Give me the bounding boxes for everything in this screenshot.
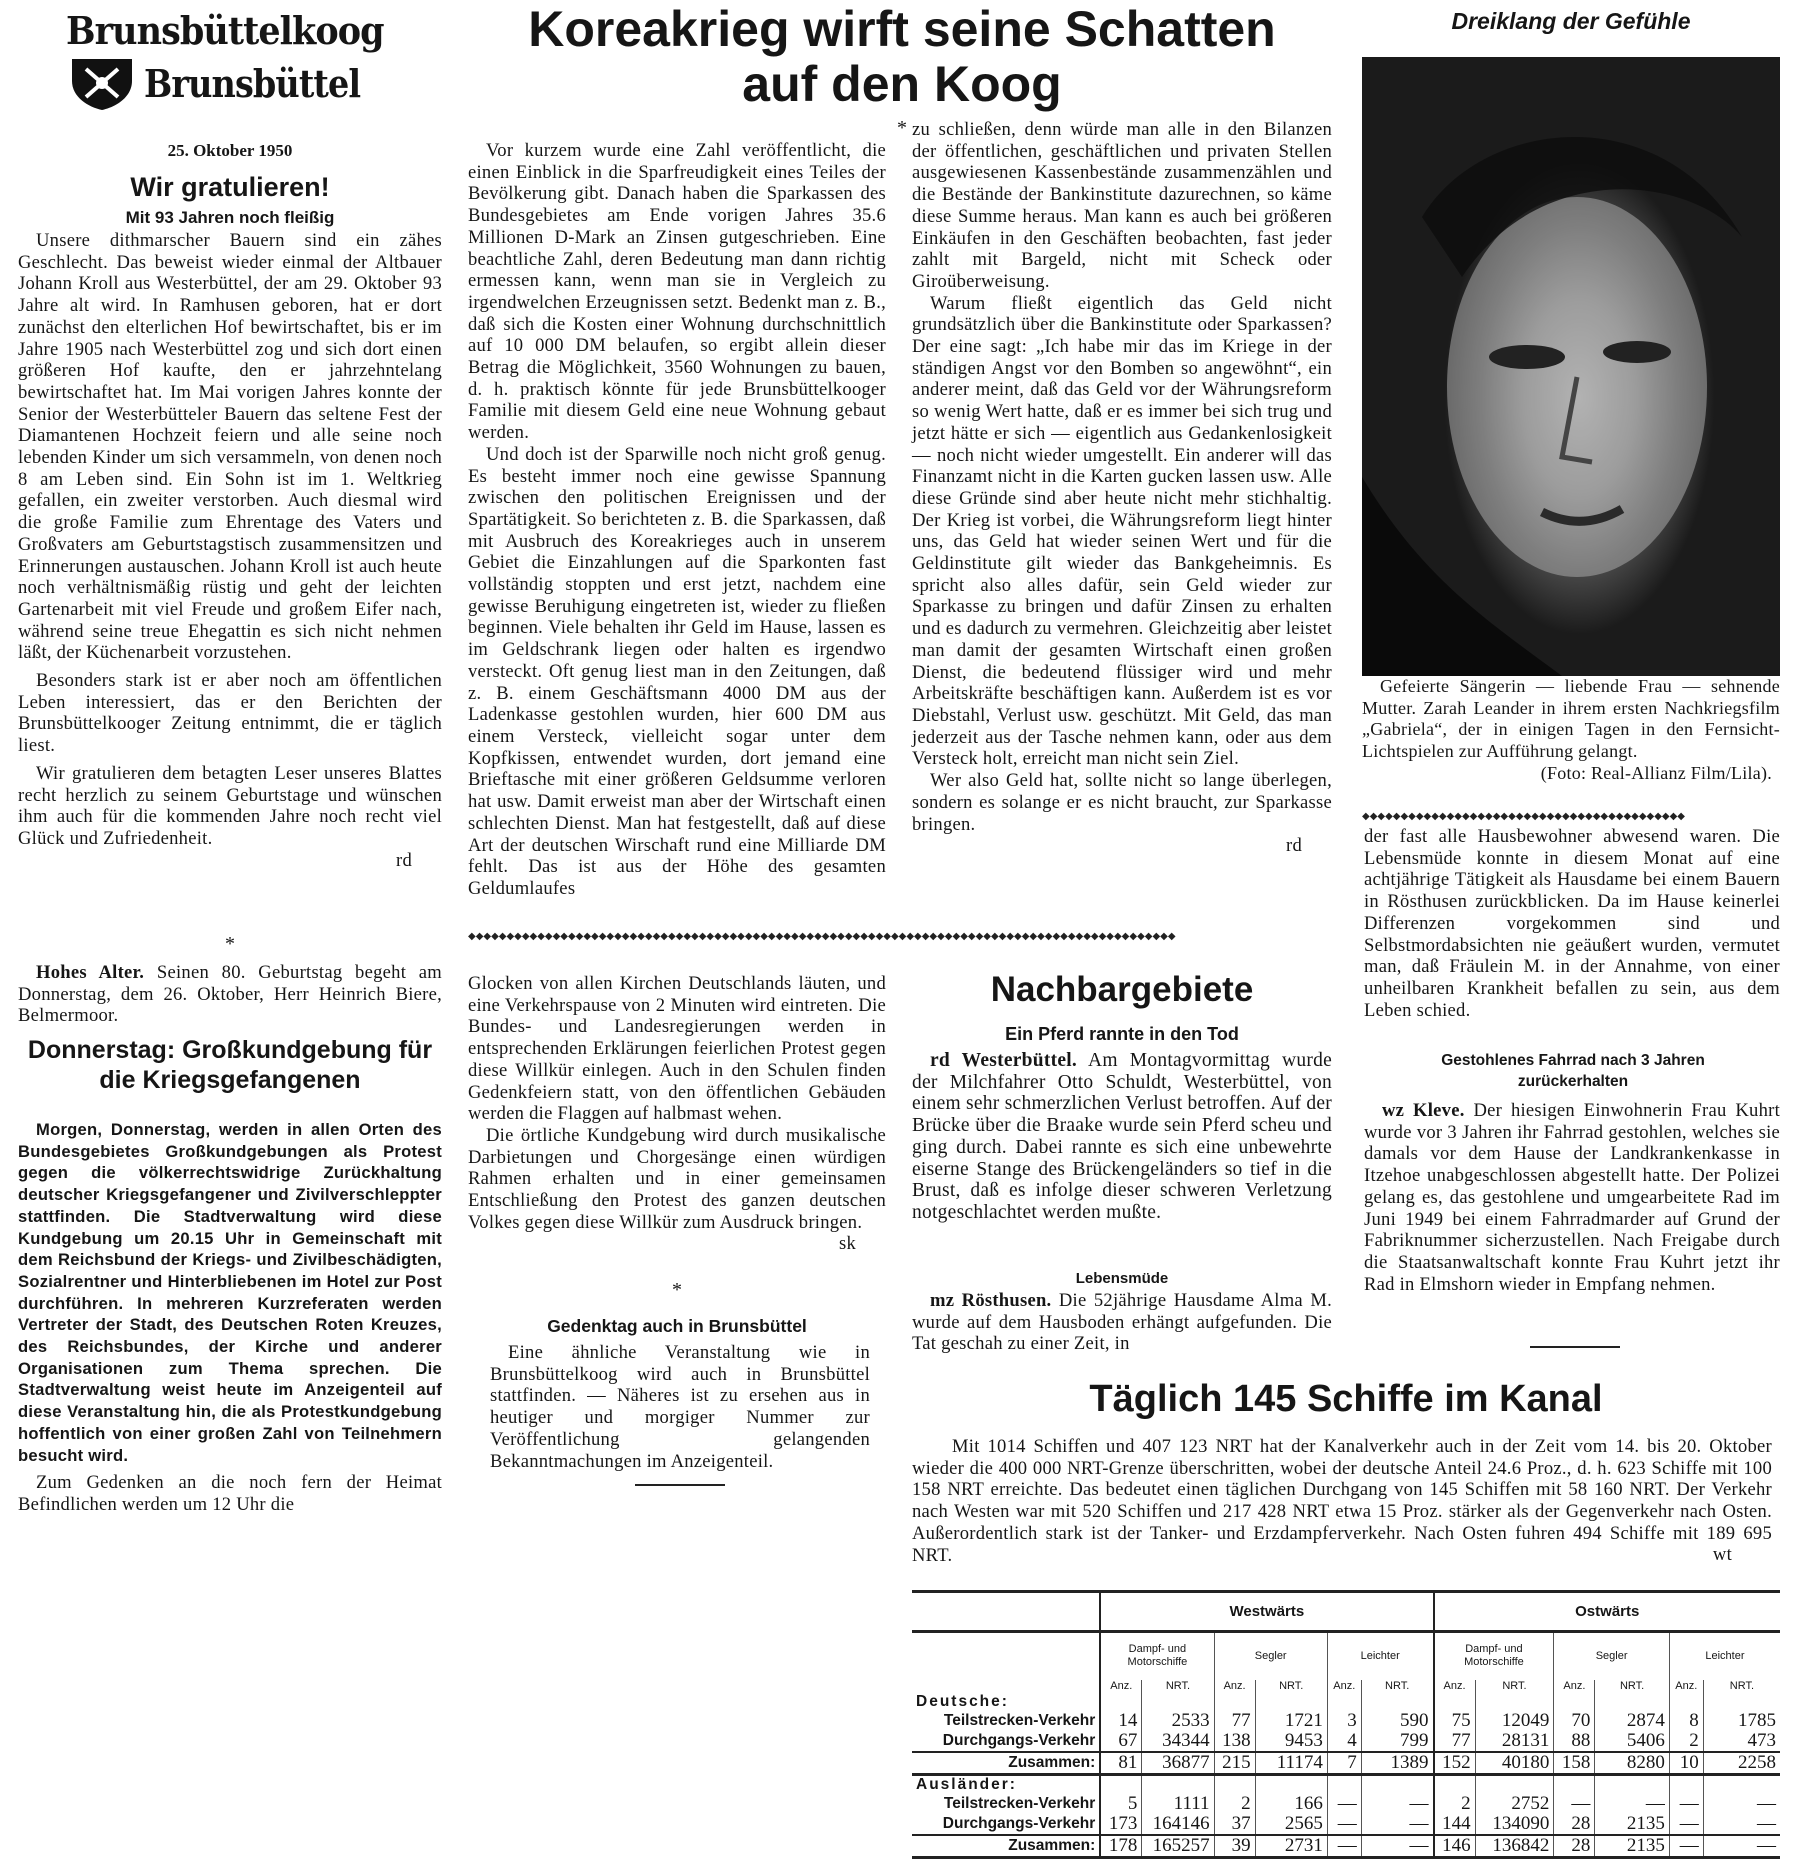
count-cell: 81 [1100, 1752, 1142, 1775]
count-cell: 2 [1669, 1731, 1703, 1752]
empty-cell [1669, 1774, 1703, 1794]
count-cell: 215 [1214, 1752, 1255, 1775]
subcolumn-header: NRT. [1142, 1680, 1214, 1693]
count-cell: 152 [1434, 1752, 1476, 1775]
count-cell: — [1669, 1835, 1703, 1858]
article-text: Der hiesigen Einwohnerin Frau Kuhrt wurde vor 3 Jahren ihr Fahrrad gestohlen, welches sie damals vor dem Hause der Landkrankenkasse in Itzehoe unabgeschlossen abgestellt hatte. Der Polizei gelang es, das gestohlene und umgearbeitete Rad im Juni 1949 bei einem Fahrradmarder auf Grund der Fabriknummer sicherzustellen. Nach Freigabe durch die Staatsanwaltschaft konnte Frau Kuhrt jetzt ihr Rad in Elmshorn wieder in Empfang nehmen. [1364, 1100, 1780, 1295]
nrt-cell: 2731 [1255, 1835, 1327, 1858]
count-cell: 3 [1327, 1711, 1361, 1731]
count-cell: 5 [1100, 1794, 1142, 1814]
paragraph: Besonders stark ist er aber noch am öffentlichen Leben interessiert, das er den Berichten der Brunsbüttelkooger Zeitung entnimmt, die er täglich liest. [18, 670, 442, 757]
dateline: rd Westerbüttel. [930, 1050, 1078, 1071]
nrt-cell: 473 [1703, 1731, 1780, 1752]
nrt-cell: 2135 [1595, 1835, 1669, 1858]
photo-credit: (Foto: Real-Allianz Film/Lila). [1540, 762, 1772, 783]
fahrrad-title: Gestohlenes Fahrrad nach 3 Jahren zurückerhalten [1441, 1052, 1705, 1090]
photo-caption [1362, 676, 1780, 785]
row-label: Teilstrecken-Verkehr [943, 1794, 1096, 1812]
count-cell: 138 [1214, 1731, 1255, 1752]
row-label: Zusammen: [912, 1752, 1100, 1775]
nrt-cell: 1111 [1142, 1794, 1214, 1814]
empty-cell [1214, 1774, 1255, 1794]
nrt-cell: 28131 [1475, 1731, 1554, 1752]
masthead-logo [66, 8, 396, 114]
paragraph: Wir gratulieren dem betagten Leser unseres Blattes recht herzlich zu seinem Geburtstage und wünschen ihm auch für die kommenden Jahre noch recht viel Glück und Zufriedenheit. [18, 762, 442, 849]
nrt-cell: — [1703, 1814, 1780, 1835]
nrt-cell: 2752 [1475, 1794, 1554, 1814]
empty-cell [1100, 1693, 1142, 1711]
total-row [912, 1835, 1780, 1858]
author-signature: wt [1712, 1544, 1732, 1566]
paragraph: Und doch ist der Sparwille noch nicht groß genug. Es besteht immer noch eine gewisse Spannung zwischen den politischen Ereignissen und der Spartätigkeit. So berichteten z. B. die Sparkassen, daß mit Ausbruch des Koreakrieges auch in unserem Gebiet die Einzahlungen auf die Sparkonten fast vollständig stoppten und erst jetzt, nachdem eine gewisse Beruhigung eingetreten ist, wieder zu fließen beginnen. Viele behalten ihr Geld im Hause, lassen es im Geldschrank liegen oder halten es irgendwo versteckt. Oft genug liest man in den Zeitungen, daß z. B. einem Geschäftsmann 4000 DM aus der Ladenkasse gestohlen wurden, hier 600 DM aus einem Versteck, vielleicht sogar unter dem Kopfkissen, entwendet wurden, dort jemand eine Brieftasche mit einer größeren Geldsumme verloren hat usw. Damit erweist man aber der Wirtschaft einen schlechten Dienst. Man hat festgestellt, daß auf diese Art der deutschen Wirschaft rund eine Milliarde DM fehlt. Das ist aus der Höhe des gesamten Geldumlaufes [468, 443, 886, 899]
paragraph: zu schließen, denn würde man alle in den Bilanzen der öffentlichen, geschäftlichen und privaten Stellen ausgewiesenen Kassenbestände zusammenzählen und die Bestände der Bankinstitute dazurechnen, so käme diese Summe heraus. Man kann es auch bei größeren Einkäufen in den Geschäften beobachten, fast jeder zahlt mit Bargeld, nicht mit Scheck oder Giroüberweisung. [912, 119, 1332, 292]
kanal-article [912, 1436, 1772, 1566]
nrt-cell: — [1361, 1814, 1433, 1835]
lebensmuede-title: Lebensmüde [1075, 1270, 1169, 1287]
count-cell: 70 [1554, 1711, 1595, 1731]
count-cell: 39 [1214, 1835, 1255, 1858]
subcolumn-header: Anz. [1327, 1680, 1361, 1693]
total-row [912, 1752, 1780, 1775]
count-cell: 178 [1100, 1835, 1142, 1858]
nrt-cell: 5406 [1595, 1731, 1669, 1752]
nrt-cell: 2565 [1255, 1814, 1327, 1835]
vessel-type-header: Leichter [1669, 1632, 1780, 1680]
diamond-separator: ◆◆◆◆◆◆◆◆◆◆◆◆◆◆◆◆◆◆◆◆◆◆◆◆◆◆◆◆◆◆◆◆◆◆◆◆◆◆◆◆◆◆◆◆◆◆◆◆◆◆◆◆◆◆◆◆◆◆◆◆◆◆◆◆◆◆◆◆◆◆◆◆◆◆◆◆◆◆◆◆◆◆◆◆◆◆◆◆◆◆◆◆ [468, 932, 1176, 942]
caption-text: Gefeierte Sängerin — liebende Frau — sehnende Mutter. Zarah Leander in ihrem ersten Nachkriegsfilm „Gabriela“, der in einigen Tagen in den Fernsicht-Lichtspielen zur Aufführung gelangt. [1362, 676, 1780, 762]
ship-traffic-table [912, 1590, 1780, 1859]
vessel-type-header: Dampf- und Motorschiffe [1434, 1632, 1554, 1680]
gratulation-subtitle: Mit 93 Jahren noch fleißig [125, 208, 335, 227]
korea-article-col2 [912, 119, 1332, 857]
nrt-cell: 2533 [1142, 1711, 1214, 1731]
subcolumn-header: NRT. [1255, 1680, 1327, 1693]
row-label: Durchgangs-Verkehr [942, 1814, 1096, 1832]
notice-lead: Hohes Alter. [36, 962, 145, 983]
empty-cell [912, 1632, 1100, 1680]
empty-cell [1554, 1693, 1595, 1711]
count-cell: 77 [1434, 1731, 1476, 1752]
empty-cell [1214, 1693, 1255, 1711]
kundgebung-title: Donnerstag: Großkundgebung für die Kriegsgefangenen [27, 1036, 433, 1094]
headline-line: auf den Koog [742, 56, 1062, 112]
fahrrad-article [1364, 1100, 1780, 1295]
separator-star: * [672, 1279, 682, 1301]
kundgebung-article [18, 1119, 442, 1516]
count-cell: 2 [1434, 1794, 1476, 1814]
paragraph: Morgen, Donnerstag, werden in allen Orten des Bundesgebietes Großkundgebungen als Protest gegen die völkerrechtswidrige Zurückhaltung deutscher Kriegsgefangener und Zivilverschleppter stattfinden. Die Stadtverwaltung wird diese Kundgebung um 20.15 Uhr in Gemeinschaft mit dem Reichsbund der Kriegs- und Zivilbeschädigten, Sozialrentner und Hinterbliebenen im Hotel zur Post durchführen. In mehreren Kurzreferaten werden Vertreter der Stadt, des Deutschen Roten Kreuzes, des Reichsbundes, der Kirche und anderer Organisationen zum Thema sprechen. Die Stadtverwaltung weist heute im Anzeigenteil auf diese Veranstaltung hin, die als Protestkundgebung hoffentlich von einer großen Zahl von Teilnehmern besucht wird. [18, 1120, 442, 1465]
gratulation-title: Wir gratulieren! [130, 172, 330, 202]
subcolumn-header: Anz. [1100, 1680, 1142, 1693]
vessel-type-header: Dampf- und Motorschiffe [1100, 1632, 1214, 1680]
empty-cell [1142, 1693, 1214, 1711]
subcolumn-header: Anz. [1214, 1680, 1255, 1693]
author-signature: rd [396, 849, 412, 871]
empty-cell [1703, 1693, 1780, 1711]
kanal-title: Täglich 145 Schiffe im Kanal [1089, 1378, 1603, 1420]
nrt-cell: 12049 [1475, 1711, 1554, 1731]
korea-headline [462, 2, 1342, 112]
dateline: wz Kleve. [1382, 1100, 1465, 1121]
nrt-cell: 1785 [1703, 1711, 1780, 1731]
paragraph: Glocken von allen Kirchen Deutschlands läuten, und eine Verkehrspause von 2 Minuten wird eintreten. Die Bundes- und Landesregierungen werden in entsprechenden Erklärungen feierlichen Protest gegen diese Willkür einlegen. Auch in den Schulen finden Gedenkfeiern statt, von den öffentlichen Gebäuden werden die Flaggen auf halbmast wehen. [468, 973, 886, 1125]
paragraph: Eine ähnliche Veranstaltung wie in Brunsbüttelkoog wird auch in Brunsbüttel stattfinden. — Näheres ist zu ersehen aus in heutiger und morgiger Nummer zur Veröffentlichung gelangenden Bekanntmachungen im Anzeigenteil. [490, 1342, 870, 1472]
separator-star: * [897, 117, 907, 139]
nrt-cell: 590 [1361, 1711, 1433, 1731]
count-cell: 8 [1669, 1711, 1703, 1731]
paragraph: Mit 1014 Schiffen und 407 123 NRT hat der Kanalverkehr auch in der Zeit vom 14. bis 20. Oktober wieder die 400 000 NRT-Grenze überschritten, wobei der deutsche Anteil 24.6 Proz., d. h. 623 Schiffe mit 100 158 NRT erreichte. Das bedeutet einen täglichen Durchgang von 145 Schiffen mit 58 160 NRT. Der Verkehr nach Westen war mit 520 Schiffen und 217 428 NRT etwa 15 Proz. stärker als der Gegenverkehr nach Osten. Außerordentlich stark ist der Tanker- und Erzdampferverkehr. Nach Osten fuhren 494 Schiffe mit 189 695 NRT. [912, 1436, 1772, 1566]
nrt-cell: 1389 [1361, 1752, 1433, 1775]
vessel-type-header: Segler [1214, 1632, 1327, 1680]
masthead-line1: Brunsbüttelkoog [66, 8, 384, 53]
empty-cell [1434, 1774, 1476, 1794]
empty-cell [1434, 1693, 1476, 1711]
count-cell: — [1327, 1794, 1361, 1814]
nrt-cell: 34344 [1142, 1731, 1214, 1752]
nrt-cell: 2258 [1703, 1752, 1780, 1775]
count-cell: 28 [1554, 1814, 1595, 1835]
empty-cell [1361, 1774, 1433, 1794]
separator-star: * [225, 933, 235, 955]
hohes-alter-notice [18, 962, 442, 1027]
empty-cell [1361, 1693, 1433, 1711]
group-label: Ausländer: [912, 1774, 1100, 1794]
row-label: Durchgangs-Verkehr [942, 1731, 1096, 1749]
headline-line: Koreakrieg wirft seine Schatten [528, 1, 1276, 57]
empty-cell [1595, 1774, 1669, 1794]
gedenktag-title: Gedenktag auch in Brunsbüttel [547, 1316, 807, 1336]
empty-cell [1475, 1774, 1554, 1794]
row-label: Teilstrecken-Verkehr [943, 1711, 1096, 1729]
paragraph [468, 1124, 886, 1255]
table-row [912, 1731, 1780, 1752]
empty-cell [1255, 1774, 1327, 1794]
portrait-photo [1362, 57, 1780, 676]
paragraph: Wer also Geld hat, sollte nicht so lange überlegen, sondern es solange er es nicht braucht, zur Sparkasse bringen. [912, 770, 1332, 835]
notice-text: Seinen 80. Geburtstag begeht am Donnerstag, dem 26. Oktober, Herr Heinrich Biere, Belmermoor. [18, 962, 442, 1027]
header-westwaerts: Westwärts [1100, 1592, 1433, 1632]
group-header-row [912, 1774, 1780, 1794]
subcolumn-header: NRT. [1595, 1680, 1669, 1693]
gedenktag-article [490, 1342, 870, 1472]
count-cell: — [1669, 1794, 1703, 1814]
empty-cell [1554, 1774, 1595, 1794]
korea-article-col1 [468, 140, 886, 900]
group-label: Deutsche: [916, 1692, 1009, 1710]
count-cell: 28 [1554, 1835, 1595, 1858]
empty-cell [1327, 1693, 1361, 1711]
paragraph: Vor kurzem wurde eine Zahl veröffentlicht, die einen Einblick in die Sparfreudigkeit eines Teiles der Bevölkerung gibt. Danach haben die Sparkassen des Bundesgebietes am Ende vorigen Jahres 35.6 Millionen D-Mark an Zinsen gutgeschrieben. Eine beachtliche Zahl, deren Bedeutung man dann richtig ermessen kann, wenn man sie in Vergleich zu irgendwelchen Erzeugnissen setzt. Bedenkt man z. B., daß sich die Kosten einer Wohnung durchschnittlich auf 10 000 DM belaufen, so ergibt allein dieser Betrag die Möglichkeit, 3560 Wohnungen zu bauen, d. h. praktisch könnte für jede Brunsbüttelkooger Familie mit diesem Geld eine neue Wohnung gebaut werden. [468, 140, 886, 444]
empty-cell [1255, 1693, 1327, 1711]
lebensmuede-article [912, 1290, 1332, 1355]
dateline: mz Rösthusen. [930, 1290, 1052, 1311]
nrt-cell: — [1595, 1794, 1669, 1814]
nrt-cell: 8280 [1595, 1752, 1669, 1775]
lebensmuede-continuation [1364, 826, 1780, 1021]
count-cell: 144 [1434, 1814, 1476, 1835]
table-row [912, 1794, 1780, 1814]
nrt-cell: — [1361, 1794, 1433, 1814]
gratulation-article [18, 230, 442, 871]
empty-cell [1595, 1693, 1669, 1711]
nrt-cell: 164146 [1142, 1814, 1214, 1835]
nrt-cell: 1721 [1255, 1711, 1327, 1731]
group-header-row [912, 1693, 1780, 1711]
coat-of-arms-icon [66, 55, 138, 111]
divider [635, 1484, 725, 1486]
count-cell: 67 [1100, 1731, 1142, 1752]
masthead-line2: Brunsbüttel [144, 60, 361, 106]
count-cell: — [1327, 1814, 1361, 1835]
count-cell: — [1327, 1835, 1361, 1858]
table-row [912, 1711, 1780, 1731]
author-signature: sk [838, 1233, 856, 1255]
count-cell: 37 [1214, 1814, 1255, 1835]
paragraph: Zum Gedenken an die noch fern der Heimat Befindlichen werden um 12 Uhr die [18, 1472, 442, 1515]
nrt-cell: — [1703, 1835, 1780, 1858]
nrt-cell: 799 [1361, 1731, 1433, 1752]
row-label: Zusammen: [912, 1835, 1100, 1858]
nrt-cell: 165257 [1142, 1835, 1214, 1858]
count-cell: 158 [1554, 1752, 1595, 1775]
nrt-cell: 36877 [1142, 1752, 1214, 1775]
subcolumn-header: Anz. [1434, 1680, 1476, 1693]
empty-cell [1475, 1693, 1554, 1711]
count-cell: 14 [1100, 1711, 1142, 1731]
article-text: Die 52jährige Hausdame Alma M. wurde auf dem Hausboden erhängt aufgefunden. Die Tat geschah zu einer Zeit, in [912, 1290, 1333, 1355]
pferd-title: Ein Pferd rannte in den Tod [1005, 1024, 1239, 1044]
nrt-cell: 9453 [1255, 1731, 1327, 1752]
subcolumn-header: NRT. [1703, 1680, 1780, 1693]
nrt-cell: 2874 [1595, 1711, 1669, 1731]
count-cell: 4 [1327, 1731, 1361, 1752]
paragraph: Unsere dithmarscher Bauern sind ein zähes Geschlecht. Das beweist wieder einmal der Altbauer Johann Kroll aus Westerbüttel, der am 29. Oktober 93 Jahre alt wird. In Ramhusen geboren, hat er dort zunächst den elterlichen Hof bewirtschaftet, bis er im Jahre 1905 nach Westerbüttel zog und sich dort einen größeren Hof kaufte, den er jahrzehntelang bewirtschaftet hat. Im Mai vorigen Jahres konnte der Senior der Westerbütteler Bauern das seltene Fest der Diamantenen Hochzeit feiern und alle seine noch lebenden Kinder um sich versammeln, von denen noch 8 am Leben sind. Ein Sohn ist im 1. Weltkrieg gefallen, ein zweiter verstorben. Auch diesmal wird die große Familie zum Ehrentage des Vaters und Großvaters am Geburtstagstisch zusammensitzen und Erinnerungen austauschen. Johann Kroll ist auch heute noch verhältnismäßig rüstig und geht der leichten Gartenarbeit mit viel Freude und großem Eifer nach, während seine treue Ehegattin es sich nicht nehmen läßt, der Küchenarbeit vorzustehen. [18, 230, 442, 664]
empty-cell [1703, 1774, 1780, 1794]
nrt-cell: 11174 [1255, 1752, 1327, 1775]
empty-cell [1142, 1774, 1214, 1794]
subcolumn-header: Anz. [1669, 1680, 1703, 1693]
nrt-cell: 166 [1255, 1794, 1327, 1814]
photo-kicker: Dreiklang der Gefühle [1451, 8, 1691, 34]
vessel-type-header: Leichter [1327, 1632, 1433, 1680]
count-cell: 146 [1434, 1835, 1476, 1858]
paragraph: der fast alle Hausbewohner abwesend waren. Die Lebensmüde konnte in diesem Monat auf eine achtjährige Tätigkeit als Hausdame bei einem Bauern in Rösthusen zurückblicken. Da im Hause keinerlei Differenzen vorgekommen sind und Selbstmordabsichten nie geäußert wurden, vermutet man, daß Fräulein M. in der Annahme, von einer unheilbaren Krankheit befallen zu sein, aus dem Leben schied. [1364, 826, 1780, 1021]
article-text: Am Montagvormittag wurde der Milchfahrer Otto Schuldt, Westerbüttel, von einem sehr schmerzlichen Verlust betroffen. Auf der Brücke über die Braake wurde sein Pferd scheu und ging durch. Dabei rannte es sich eine unbewehrte eiserne Stange des Brückengeländers so tief in die Brust, daß es infolge dieser schweren Verletzung notgeschlachtet werden mußte. [912, 1050, 1332, 1223]
header-ostwaerts: Ostwärts [1434, 1592, 1781, 1632]
pferd-article [912, 1050, 1332, 1224]
count-cell: 75 [1434, 1711, 1476, 1731]
count-cell: — [1669, 1814, 1703, 1835]
portrait-image-icon [1362, 57, 1780, 676]
nrt-cell: — [1361, 1835, 1433, 1858]
empty-cell [1669, 1693, 1703, 1711]
count-cell: 7 [1327, 1752, 1361, 1775]
vessel-type-header: Segler [1554, 1632, 1669, 1680]
empty-cell [1100, 1774, 1142, 1794]
nrt-cell: 134090 [1475, 1814, 1554, 1835]
count-cell: — [1554, 1794, 1595, 1814]
subcolumn-header: NRT. [1361, 1680, 1433, 1693]
nrt-cell: — [1703, 1794, 1780, 1814]
nrt-cell: 40180 [1475, 1752, 1554, 1775]
paragraph-text: Die örtliche Kundgebung wird durch musikalische Darbietungen und Chorgesänge einen würdigen Rahmen erhalten und in einer gemeinsamen Entschließung den Protest des ganzen deutschen Volkes gegen diese Willkür zum Ausdruck bringen. [468, 1124, 886, 1233]
count-cell: 77 [1214, 1711, 1255, 1731]
diamond-separator: ◆◆◆◆◆◆◆◆◆◆◆◆◆◆◆◆◆◆◆◆◆◆◆◆◆◆◆◆◆◆◆◆◆◆◆◆◆◆◆◆◆◆ [1362, 812, 1685, 822]
count-cell: 173 [1100, 1814, 1142, 1835]
paragraph: Warum fließt eigentlich das Geld nicht grundsätzlich über die Bankinstitute oder Sparkassen? Der eine sagt: „Ich habe mir das im Kriege in der ständigen Angst vor den Bomben so angewöhnt“, ein anderer meint, daß das Geld vor der Währungsreform so wenig Wert hatte, daß er es immer bei sich trug und jetzt hätte er sich — eigentlich aus Gedankenlosigkeit — noch nicht wieder umgestellt. Ein anderer will das Finanzamt nicht in die Karten gucken lassen usw. Alle diese Gründe sind aber heute nicht mehr stichhaltig. Der Krieg ist vorbei, die Währungsreform liegt hinter uns, das Geld hat wieder seinen Wert und für die Geldinstitute gilt wieder das Bankgeheimnis. Es spricht also alles dafür, sein Geld wieder zur Sparkasse zu bringen und dafür Zinsen zu erhalten und es dadurch zu vermehren. Gleichzeitig aber leistet man damit der gesamten Wirtschaft einen großen Dienst, die bedeutend flüssiger wird und mehr Arbeitskräfte beschäftigen kann. Außerdem ist es vor Diebstahl, Verlust usw. geschützt. Mit Geld, das man jederzeit aus der Tasche nehmen kann, oder aus dem Versteck holt, erreicht man nicht sein Ziel. [912, 292, 1332, 770]
nachbar-title: Nachbargebiete [990, 970, 1254, 1009]
kundgebung-continuation [468, 973, 886, 1255]
issue-date: 25. Oktober 1950 [167, 141, 293, 160]
nrt-cell: 136842 [1475, 1835, 1554, 1858]
subcolumn-header: Anz. [1554, 1680, 1595, 1693]
empty-cell [912, 1680, 1100, 1693]
subcolumn-header: NRT. [1475, 1680, 1554, 1693]
count-cell: 88 [1554, 1731, 1595, 1752]
count-cell: 10 [1669, 1752, 1703, 1775]
author-signature: rd [1286, 835, 1302, 857]
divider [1530, 1346, 1620, 1348]
nrt-cell: 2135 [1595, 1814, 1669, 1835]
table-row [912, 1814, 1780, 1835]
empty-cell [1327, 1774, 1361, 1794]
count-cell: 2 [1214, 1794, 1255, 1814]
